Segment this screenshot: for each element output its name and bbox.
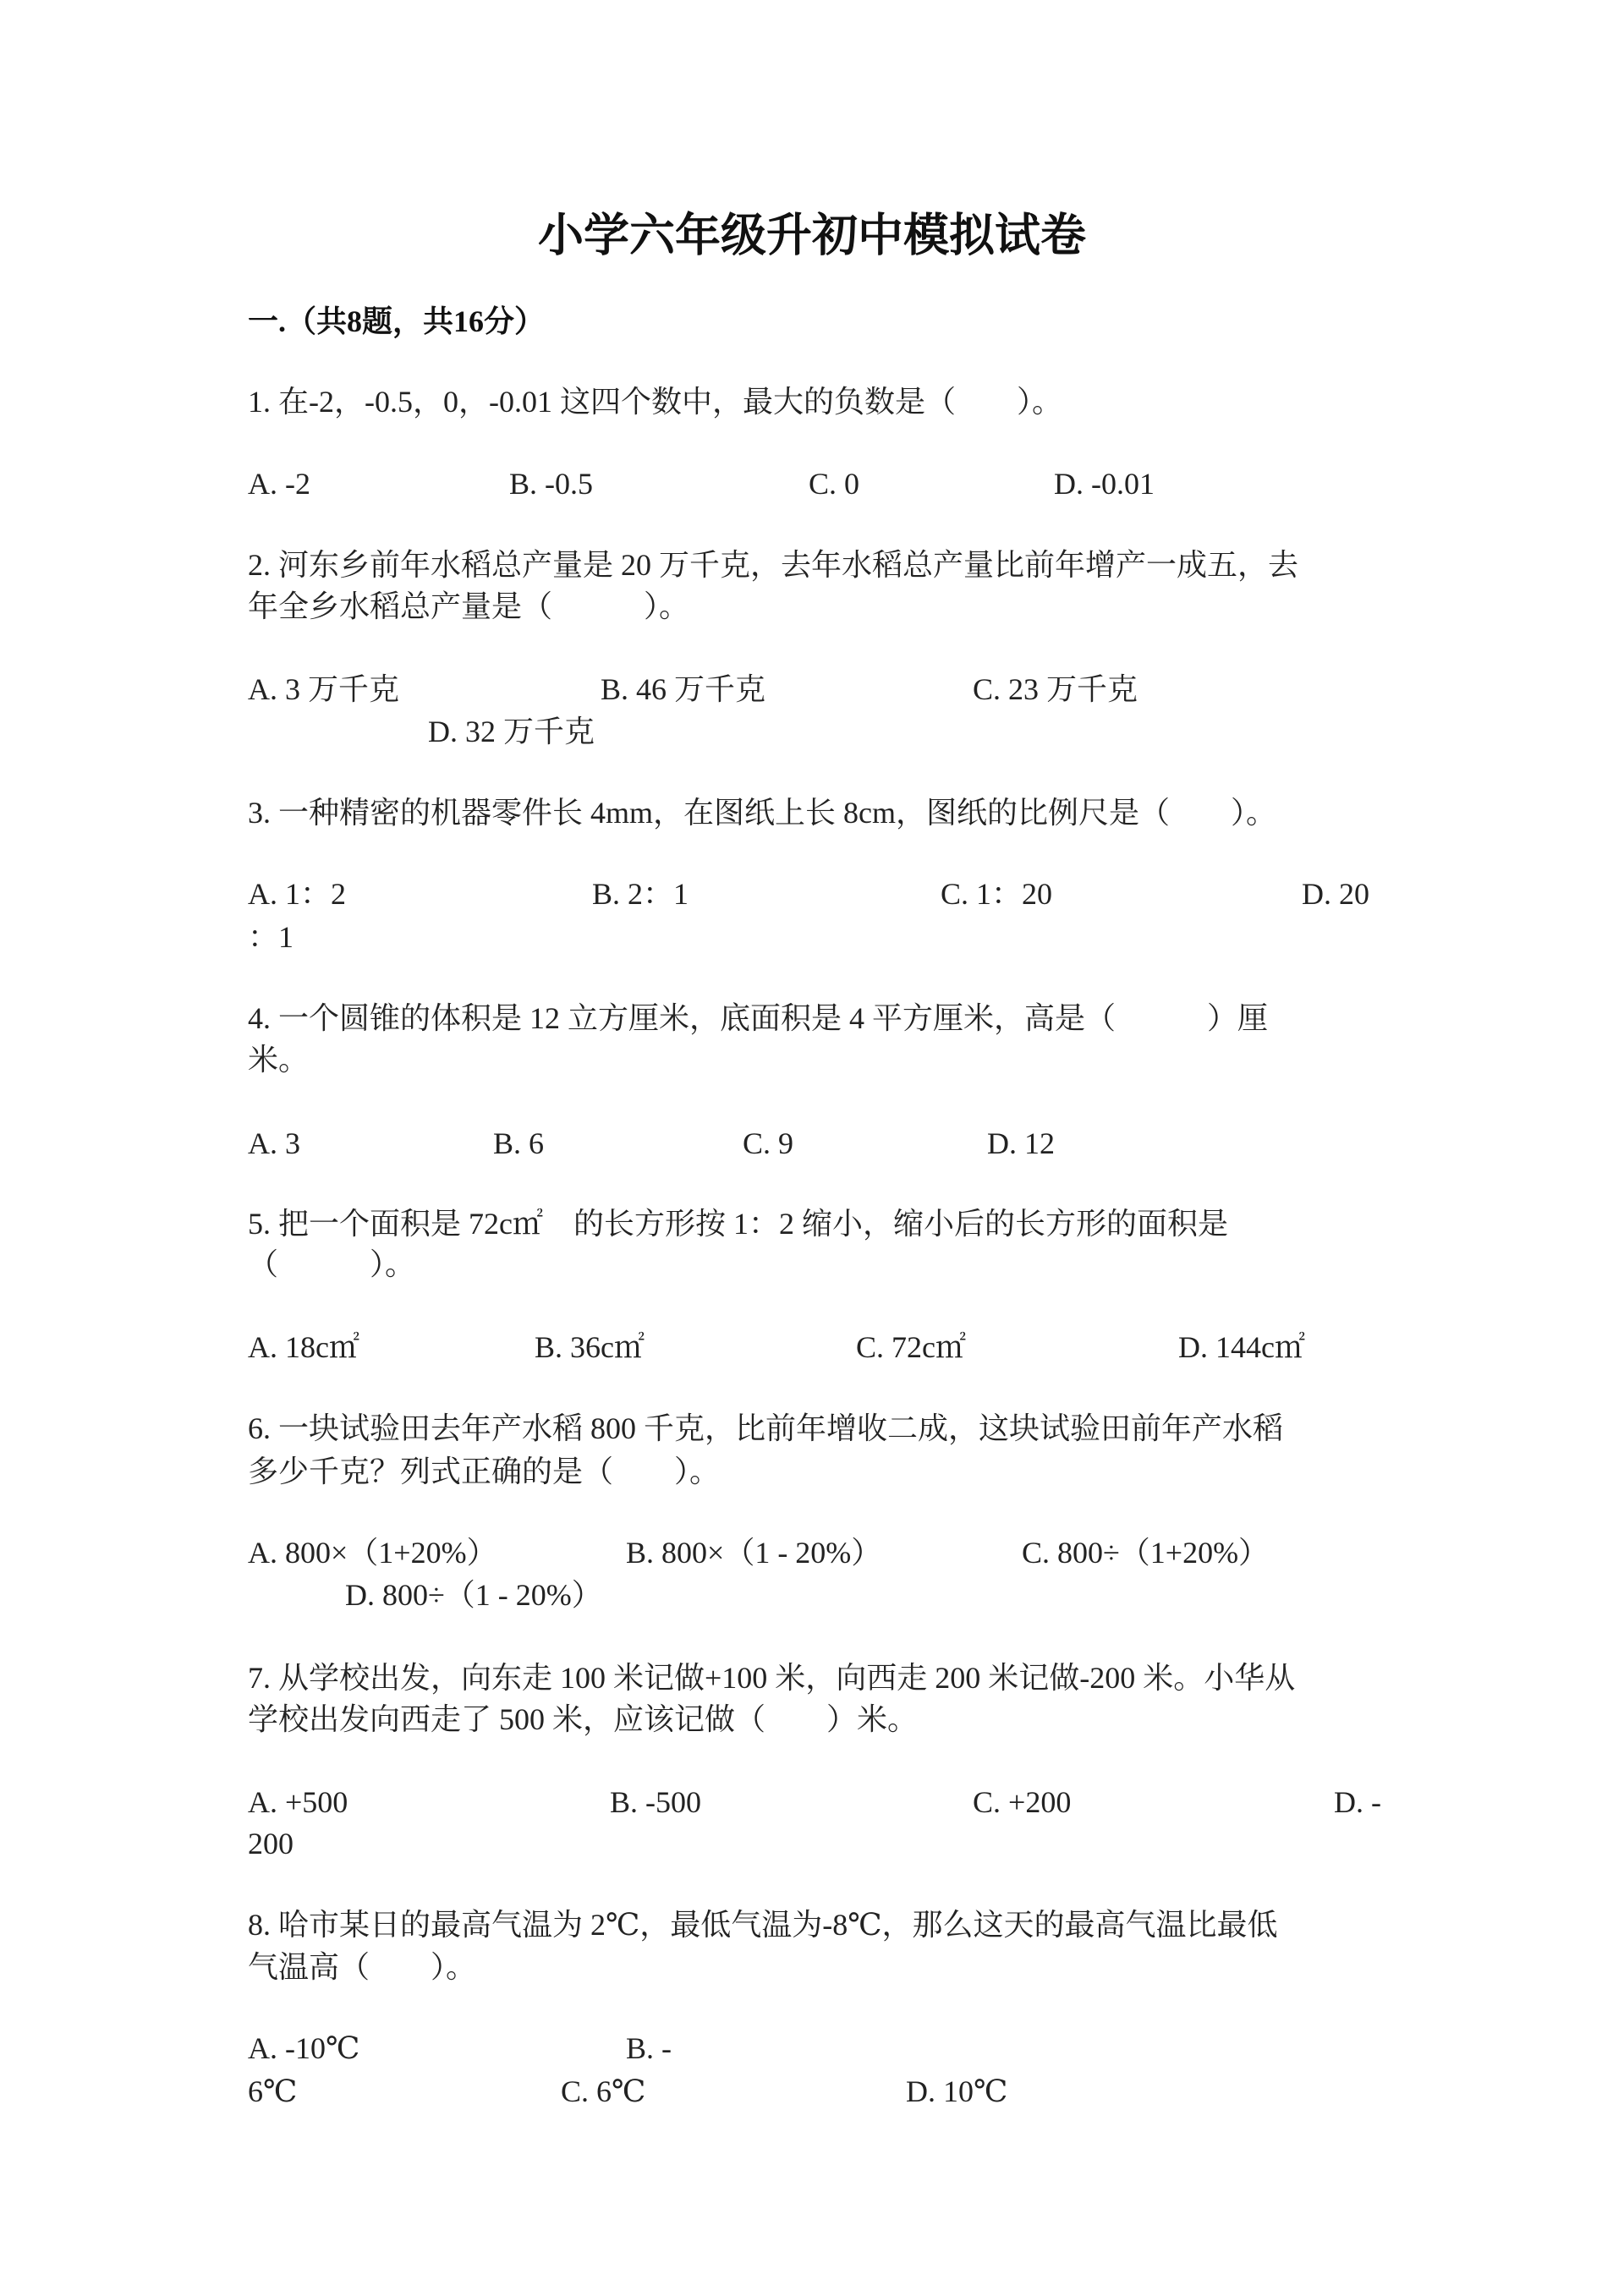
q5-option-b: B. 36c㎡: [535, 1330, 645, 1364]
question-5-text-cont: （ ）。: [248, 1247, 416, 1281]
q4-option-c: C. 9: [743, 1126, 794, 1160]
q3-option-b: B. 2：1: [592, 877, 689, 911]
q6-option-c: C. 800÷（1+20%）: [1022, 1536, 1270, 1570]
q7-option-a: A. +500: [248, 1785, 348, 1819]
q2-option-c: C. 23 万千克: [973, 672, 1138, 706]
q4-option-b: B. 6: [493, 1126, 545, 1160]
question-2-text: 2. 河东乡前年水稻总产量是 20 万千克，去年水稻总产量比前年增产一成五，去: [248, 548, 1299, 582]
question-6-text: 6. 一块试验田去年产水稻 800 千克，比前年增收二成，这块试验田前年产水稻: [248, 1411, 1284, 1445]
question-7-text-cont: 学校出发向西走了 500 米，应该记做（ ）米。: [248, 1702, 919, 1736]
q8-option-c: C. 6℃: [561, 2074, 646, 2108]
q6-option-b: B. 800×（1 - 20%）: [626, 1536, 882, 1570]
q8-option-b-cont: 6℃: [248, 2074, 298, 2108]
q2-option-a: A. 3 万千克: [248, 672, 399, 706]
q1-option-a: A. -2: [248, 467, 310, 501]
q8-option-b: B. -: [626, 2031, 672, 2065]
q7-option-d: D. -: [1334, 1785, 1381, 1819]
question-8-text-cont: 气温高（ ）。: [248, 1950, 477, 1984]
q3-option-d: D. 20: [1302, 877, 1369, 911]
q3-option-d-cont: ：1: [248, 920, 294, 954]
q4-option-d: D. 12: [987, 1126, 1055, 1160]
q6-option-a: A. 800×（1+20%）: [248, 1536, 497, 1570]
q1-option-c: C. 0: [809, 467, 860, 501]
q2-option-b: B. 46 万千克: [601, 672, 766, 706]
q3-option-a: A. 1：2: [248, 877, 346, 911]
q7-option-c: C. +200: [973, 1785, 1072, 1819]
q1-option-d: D. -0.01: [1054, 467, 1155, 501]
question-5-text: 5. 把一个面积是 72c㎡ 的长方形按 1：2 缩小，缩小后的长方形的面积是: [248, 1207, 1228, 1241]
question-8-text: 8. 哈市某日的最高气温为 2℃，最低气温为-8℃，那么这天的最高气温比最低: [248, 1908, 1278, 1942]
page-title: 小学六年级升初中模拟试卷: [538, 210, 1086, 261]
q4-option-a: A. 3: [248, 1126, 300, 1160]
q8-option-d: D. 10℃: [906, 2074, 1008, 2108]
q2-option-d: D. 32 万千克: [428, 715, 595, 748]
q5-option-c: C. 72c㎡: [856, 1330, 966, 1364]
q7-option-d-cont: 200: [248, 1827, 294, 1860]
q8-option-a: A. -10℃: [248, 2031, 360, 2065]
question-3-text: 3. 一种精密的机器零件长 4mm，在图纸上长 8cm，图纸的比例尺是（ ）。: [248, 796, 1276, 830]
question-6-text-cont: 多少千克？列式正确的是（ ）。: [248, 1455, 721, 1488]
question-4-text: 4. 一个圆锥的体积是 12 立方厘米，底面积是 4 平方厘米，高是（ ）厘: [248, 1001, 1269, 1035]
question-2-text-cont: 年全乡水稻总产量是（ ）。: [248, 589, 690, 623]
q5-option-a: A. 18c㎡: [248, 1330, 359, 1364]
q1-option-b: B. -0.5: [509, 467, 593, 501]
question-4-text-cont: 米。: [248, 1043, 310, 1077]
q3-option-c: C. 1：20: [941, 877, 1053, 911]
q7-option-b: B. -500: [610, 1785, 701, 1819]
q5-option-d: D. 144c㎡: [1178, 1330, 1305, 1364]
section-heading: 一.（共8题，共16分）: [248, 304, 546, 338]
question-1-text: 1. 在-2，-0.5，0，-0.01 这四个数中，最大的负数是（ ）。: [248, 385, 1062, 419]
question-7-text: 7. 从学校出发，向东走 100 米记做+100 米，向西走 200 米记做-200 米。小华从: [248, 1661, 1296, 1695]
q6-option-d: D. 800÷（1 - 20%）: [345, 1578, 602, 1612]
